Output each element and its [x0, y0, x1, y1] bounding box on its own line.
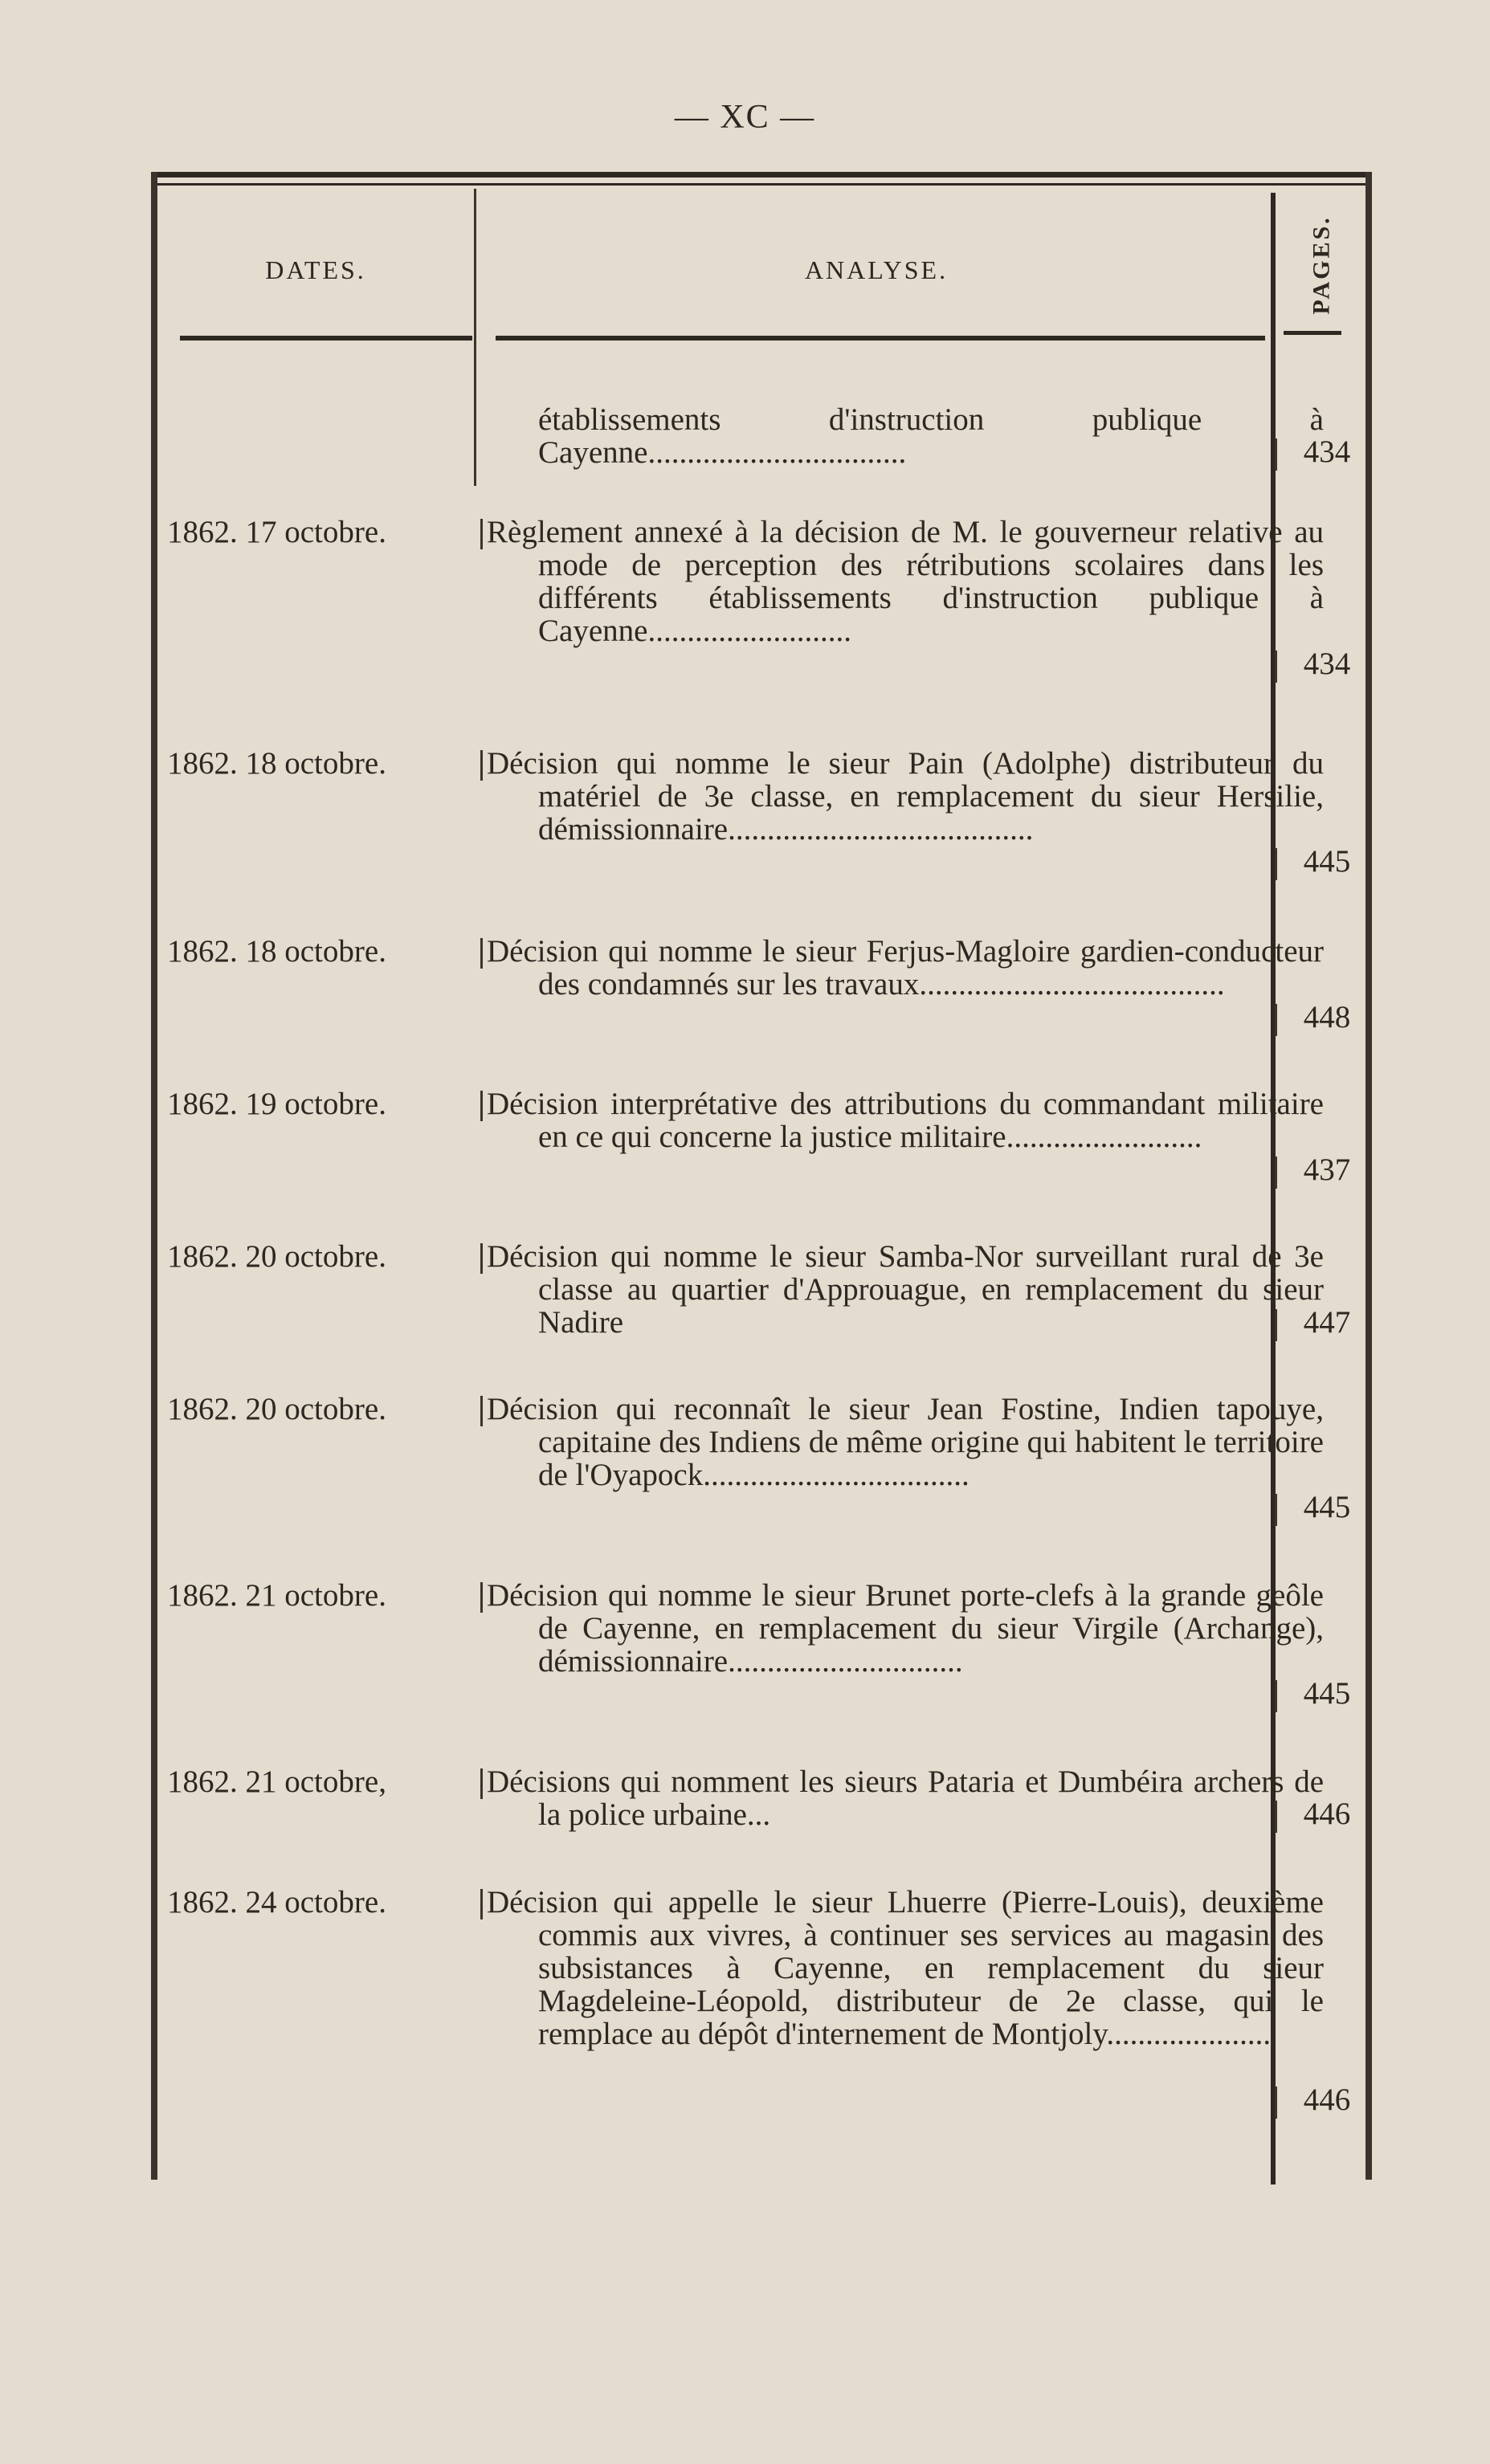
date-divider	[480, 750, 483, 781]
entry-date: 1862. 21 octobre,	[167, 1764, 386, 1799]
entry-date: 1862. 19 octobre.	[167, 1087, 386, 1121]
date-divider	[480, 1396, 483, 1426]
table-left-border	[151, 172, 157, 2180]
page-number: — XC —	[674, 99, 816, 136]
entry-date: 1862. 24 octobre.	[167, 1885, 386, 1919]
entry-page: 447	[1303, 1305, 1351, 1340]
date-divider	[480, 1768, 483, 1799]
page-divider	[1275, 651, 1277, 683]
date-divider	[480, 1582, 483, 1613]
date-divider	[480, 519, 483, 549]
header-rule-analyse	[496, 336, 1265, 341]
page-divider	[1275, 1801, 1277, 1833]
entry-analysis: Décision qui reconnaît le sieur Jean Fostine, Indien tapouye, capitaine des Indiens de même origine qui habitent le territoire de l'Oyapock..................................	[487, 1392, 1324, 1492]
header-pages: PAGES.	[1308, 215, 1336, 315]
entry-analysis: Décision qui nomme le sieur Brunet porte-clefs à la grande geôle de Cayenne, en remplacement du sieur Virgile (Archange), démissionnaire..............................	[487, 1578, 1324, 1679]
entry-date: 1862. 20 octobre.	[167, 1239, 386, 1274]
header-analyse: ANALYSE.	[804, 255, 949, 284]
entry-date: 1862. 17 octobre.	[167, 515, 386, 549]
page-divider	[1275, 1494, 1277, 1526]
page-divider	[1275, 439, 1277, 471]
entry-analysis: Décision qui nomme le sieur Samba-Nor surveillant rural de 3e classe au quartier d'Approuague, en remplacement du sieur Nadire	[487, 1239, 1324, 1340]
entry-page: 445	[1303, 1676, 1351, 1711]
header-column-divider	[474, 189, 476, 486]
entry-analysis: Décision qui nomme le sieur Pain (Adolphe) distributeur du matériel de 3e classe, en remplacement du sieur Hersilie, démissionnaire.......................................	[487, 746, 1324, 846]
entry-page: 437	[1303, 1152, 1351, 1187]
table-top-rule	[151, 172, 1372, 177]
entry-page: 445	[1303, 844, 1351, 879]
header-rule-dates	[180, 336, 472, 341]
entry-analysis: Règlement annexé à la décision de M. le gouverneur relative au mode de perception des rétributions scolaires dans les différents établissements d'instruction publique à Cayenne..........................	[487, 515, 1324, 648]
entry-date: 1862. 20 octobre.	[167, 1392, 386, 1426]
entry-analysis: Décision interprétative des attributions du commandant militaire en ce qui concerne la justice militaire.........................	[487, 1087, 1324, 1154]
entry-page: 446	[1303, 1797, 1351, 1831]
date-divider	[480, 938, 483, 969]
entry-page: 434	[1303, 434, 1351, 469]
date-divider	[480, 1091, 483, 1121]
entry-page: 445	[1303, 1490, 1351, 1524]
entry-analysis: Décision qui appelle le sieur Lhuerre (Pierre-Louis), deuxième commis aux vivres, à continuer ses services au magasin des subsistances à Cayenne, en remplacement du sieur Magdeleine-Léopold, distributeur de 2e classe, qui le remplace au dépôt d'internement de Montjoly.....................	[487, 1885, 1324, 2051]
table-right-border	[1365, 172, 1372, 2180]
header-dates: DATES.	[265, 255, 366, 284]
page-divider	[1275, 848, 1277, 880]
entry-date: 1862. 21 octobre.	[167, 1578, 386, 1613]
entry-analysis: établissements d'instruction publique à Cayenne.................................	[538, 402, 1324, 470]
entry-date: 1862. 18 octobre.	[167, 746, 386, 781]
page-divider	[1275, 1680, 1277, 1712]
entry-page: 434	[1303, 647, 1351, 681]
entry-page: 446	[1303, 2083, 1351, 2117]
page-divider	[1275, 1157, 1277, 1189]
entry-analysis: Décision qui nomme le sieur Ferjus-Magloire gardien-conducteur des condamnés sur les travaux.......................................	[487, 934, 1324, 1002]
entry-page: 448	[1303, 1000, 1351, 1034]
page-divider	[1275, 2087, 1277, 2119]
page-divider	[1275, 1309, 1277, 1341]
header-rule-pages	[1284, 331, 1341, 335]
date-divider	[480, 1889, 483, 1919]
page-divider	[1275, 1004, 1277, 1036]
entry-analysis: Décisions qui nomment les sieurs Pataria et Dumbéira archers de la police urbaine...	[487, 1764, 1324, 1832]
header-pages-cell	[1284, 201, 1361, 329]
entry-date: 1862. 18 octobre.	[167, 934, 386, 969]
date-divider	[480, 1243, 483, 1274]
table-top-rule-thin	[151, 183, 1372, 186]
